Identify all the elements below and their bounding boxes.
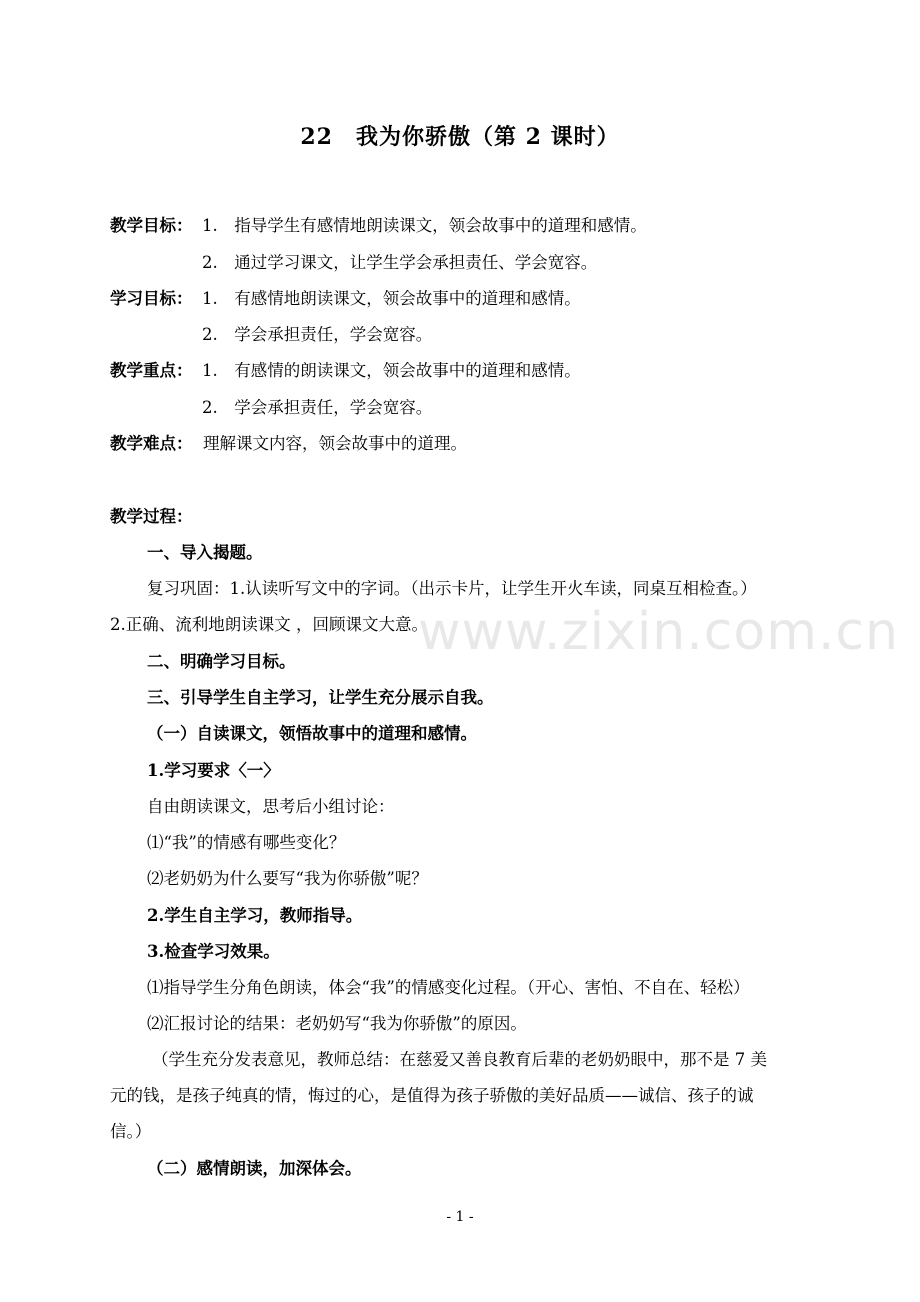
learning-objective-1: 1. 有感情地朗读课文，领会故事中的道理和感情。 <box>202 289 581 308</box>
review-line-1: 复习巩固：1.认读听写文中的字词。（出示卡片，让学生开火车读，同桌互相检查。） <box>147 579 757 598</box>
key-points-label: 教学重点： <box>110 361 193 380</box>
section-1-heading: 一、导入揭题。 <box>147 543 263 562</box>
difficulty-label: 教学难点： <box>110 434 193 453</box>
question-1: ⑴“我”的情感有哪些变化？ <box>147 833 346 852</box>
requirements-title: 1.学习要求〈一〉 <box>147 761 280 780</box>
step-3-heading: 3.检查学习效果。 <box>147 942 280 961</box>
watermark: www.zixin.com.cn <box>418 602 899 662</box>
learning-objectives-label: 学习目标： <box>110 289 193 308</box>
check-item-1: ⑴指导学生分角色朗读，体会“我”的情感变化过程。（开心、害怕、不自在、轻松） <box>147 978 750 997</box>
teaching-objective-1: 1. 指导学生有感情地朗读课文，领会故事中的道理和感情。 <box>202 216 647 235</box>
lesson-title: 22 我为你骄傲（第 2 课时） <box>300 124 620 150</box>
section-2-heading: 二、明确学习目标。 <box>147 652 296 671</box>
summary-line-3: 信。） <box>110 1122 152 1141</box>
key-point-2: 2. 学会承担责任，学会宽容。 <box>202 398 433 417</box>
requirements-desc: 自由朗读课文，思考后小组讨论： <box>147 797 395 816</box>
page-number: - 1 - <box>446 1209 474 1225</box>
process-heading: 教学过程： <box>110 507 193 526</box>
difficulty-text: 理解课文内容，领会故事中的道理。 <box>203 434 467 453</box>
summary-line-1: （学生充分发表意见，教师总结：在慈爱又善良教育后辈的老奶奶眼中，那不是 7 美 <box>152 1050 767 1069</box>
learning-objective-2: 2. 学会承担责任，学会宽容。 <box>202 325 433 344</box>
question-2: ⑵老奶奶为什么要写“我为你骄傲”呢？ <box>147 869 428 888</box>
teaching-objectives-label: 教学目标： <box>110 216 193 235</box>
teaching-objective-2: 2. 通过学习课文，让学生学会承担责任、学会宽容。 <box>202 253 598 272</box>
subsection-1-heading: （一）自读课文，领悟故事中的道理和感情。 <box>147 724 477 743</box>
key-point-1: 1. 有感情的朗读课文，领会故事中的道理和感情。 <box>202 361 581 380</box>
summary-line-2: 元的钱，是孩子纯真的情，悔过的心，是值得为孩子骄傲的美好品质——诚信、孩子的诚 <box>110 1086 754 1105</box>
step-2-heading: 2.学生自主学习，教师指导。 <box>147 906 363 925</box>
section-3-heading: 三、引导学生自主学习，让学生充分展示自我。 <box>147 688 494 707</box>
review-line-2: 2.正确、流利地朗读课文 ，回顾课文大意。 <box>110 615 428 634</box>
subsection-2-heading: （二）感情朗读，加深体会。 <box>147 1159 362 1178</box>
check-item-2: ⑵汇报讨论的结果：老奶奶写“我为你骄傲”的原因。 <box>147 1014 527 1033</box>
